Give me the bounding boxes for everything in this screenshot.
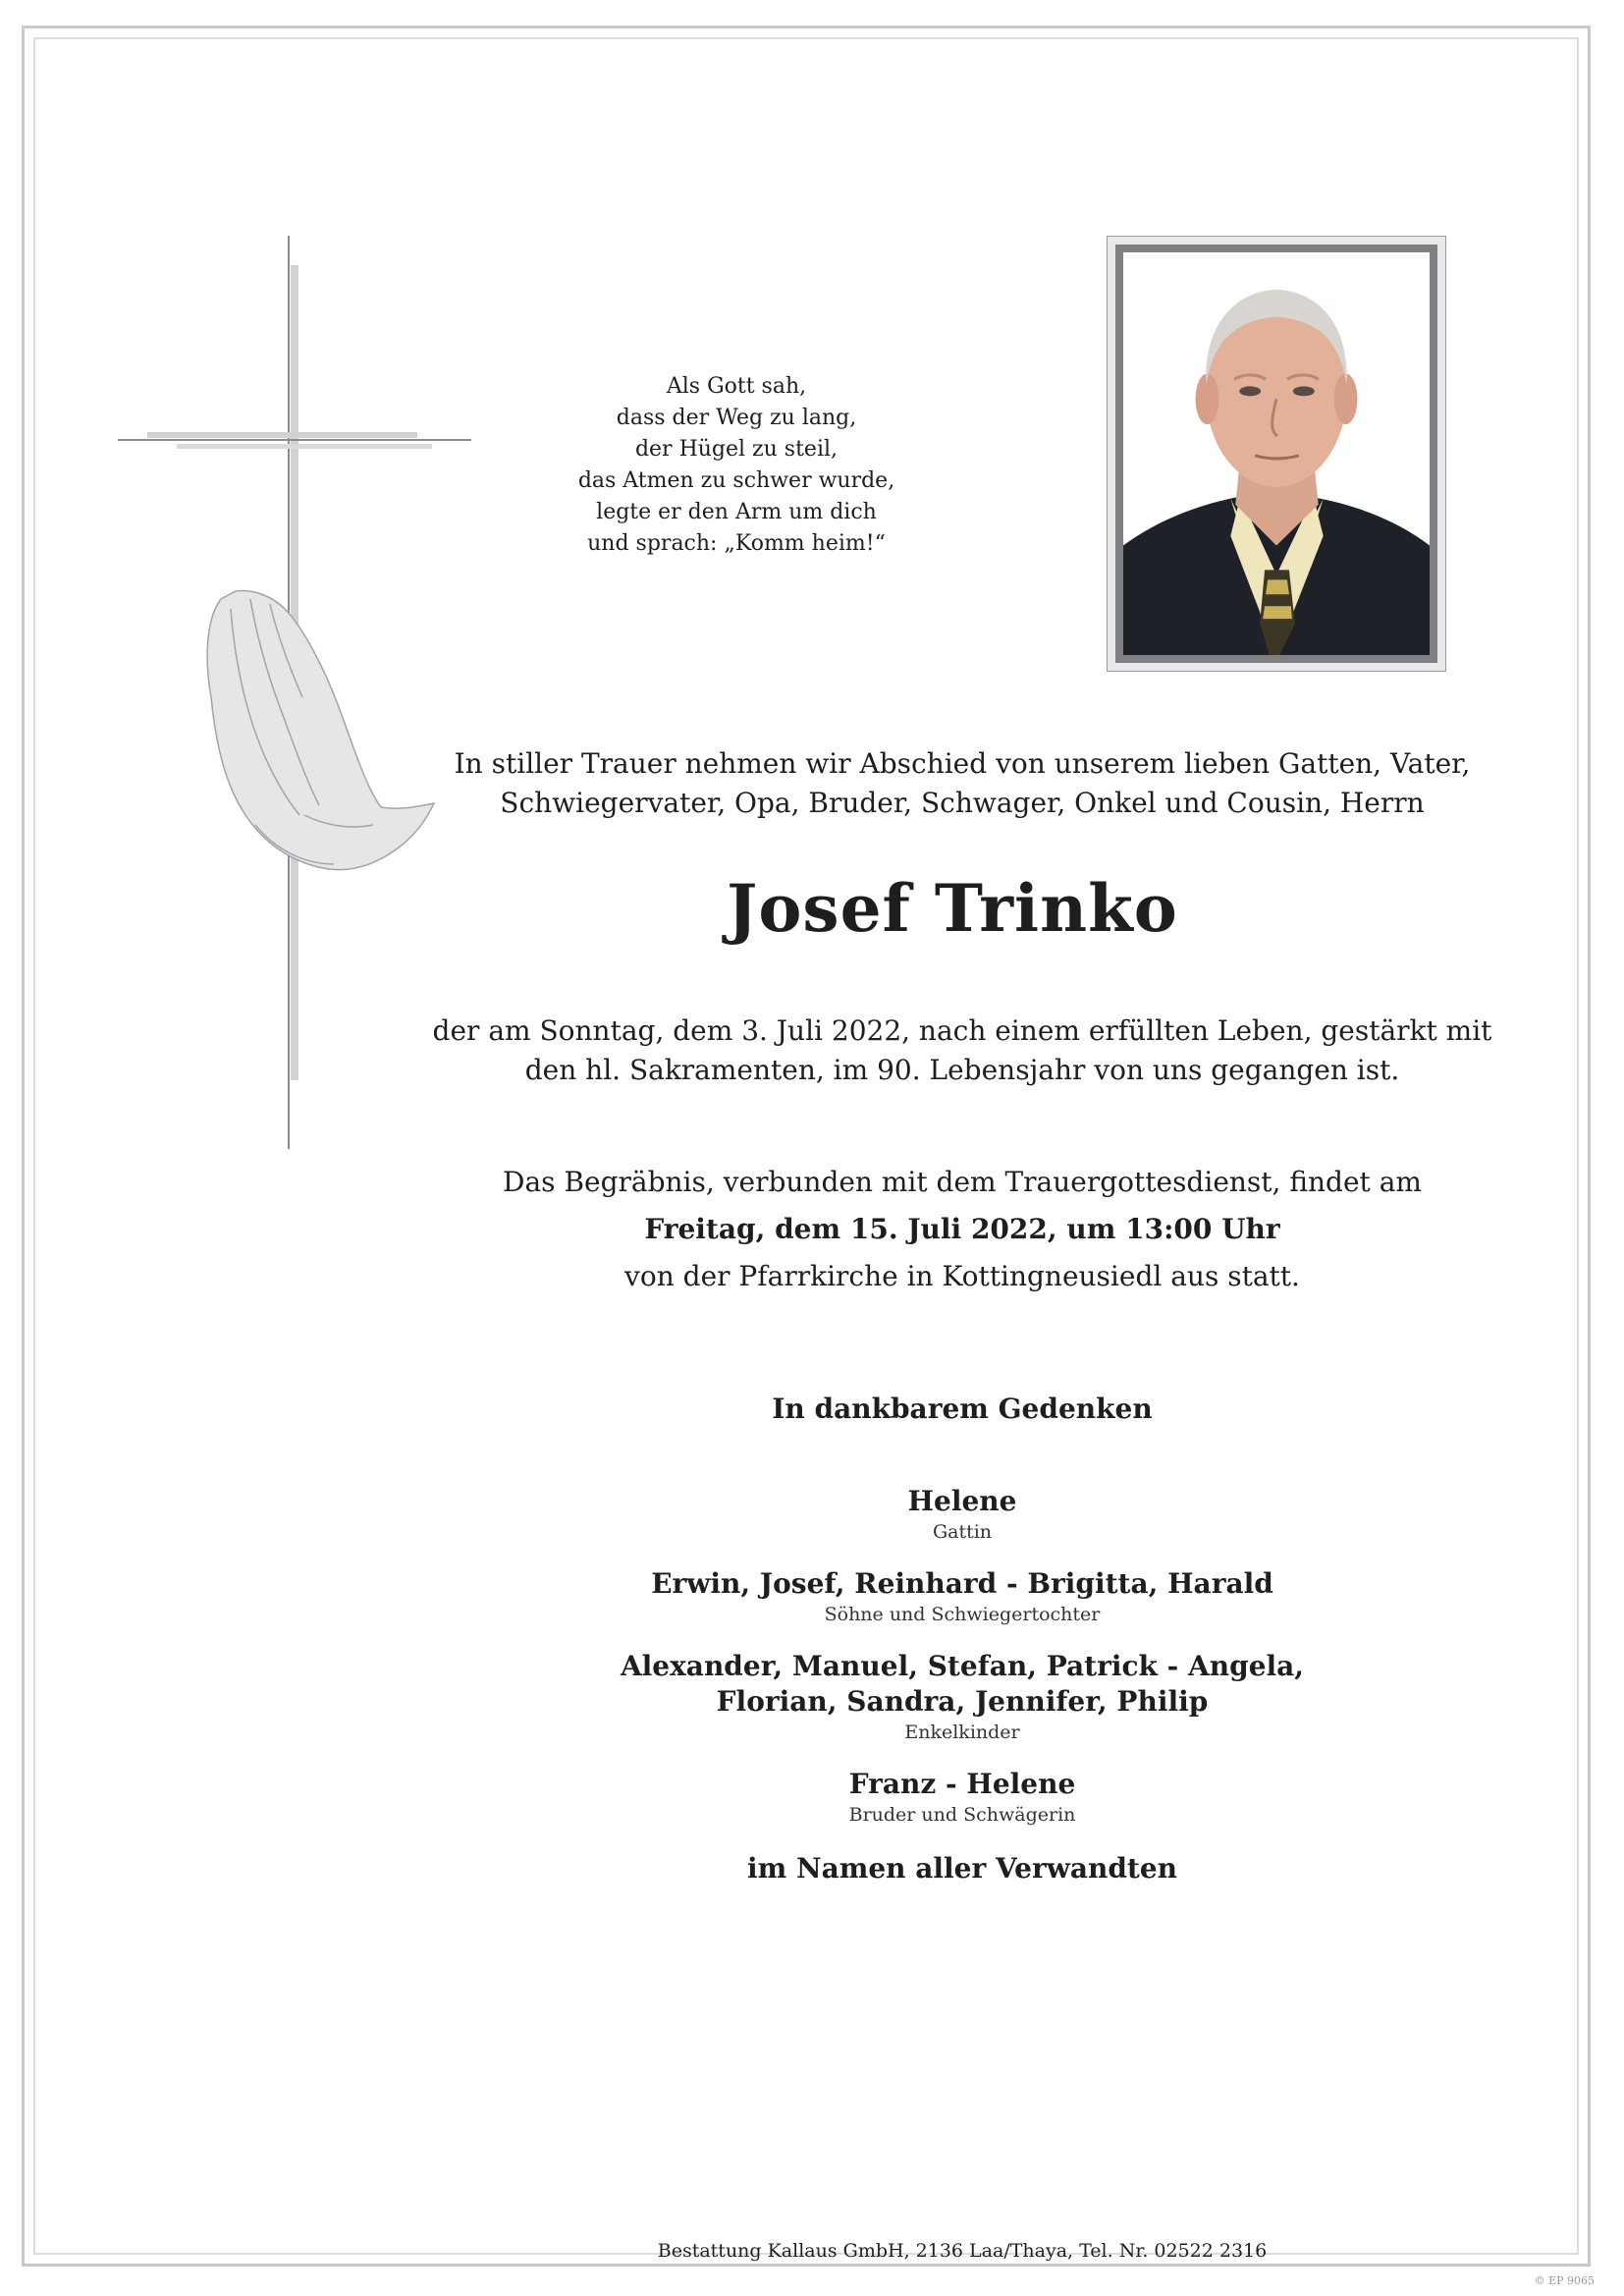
- funeral-info: [422, 1159, 1502, 1300]
- mourner-group: [520, 1649, 1404, 1745]
- funeral-home-footer: Bestattung Kallaus GmbH, 2136 Laa/Thaya, Tel. Nr. 02522 2316: [657, 2240, 1268, 2262]
- mourner-group: [520, 1767, 1404, 1828]
- mourner-names: Helene: [907, 1485, 1017, 1517]
- intro-line: In stiller Trauer nehmen wir Abschied von unserem lieben Gatten, Vater,: [454, 747, 1471, 780]
- poem-line: dass der Weg zu lang,: [616, 406, 857, 430]
- death-line: den hl. Sakramenten, im 90. Lebensjahr von uns gegangen ist.: [524, 1054, 1400, 1086]
- mourner-names: Alexander, Manuel, Stefan, Patrick - Angela,: [620, 1650, 1305, 1682]
- mourner-names: Erwin, Josef, Reinhard - Brigitta, Harald: [651, 1567, 1273, 1600]
- praying-hands-icon: [207, 591, 434, 870]
- poem-line: der Hügel zu steil,: [634, 437, 839, 462]
- portrait-frame: [1107, 236, 1446, 672]
- death-notice: [422, 1011, 1502, 1090]
- funeral-line: Das Begräbnis, verbunden mit dem Trauergottesdienst, findet am: [503, 1166, 1422, 1198]
- mourners-closing: im Namen aller Verwandten: [746, 1852, 1178, 1885]
- poem-line: und sprach: „Komm heim!“: [587, 531, 886, 556]
- death-line: der am Sonntag, dem 3. Juli 2022, nach einem erfüllten Leben, gestärkt mit: [432, 1014, 1492, 1047]
- intro-line: Schwiegervater, Opa, Bruder, Schwager, Onkel und Cousin, Herrn: [500, 787, 1425, 819]
- mourner-names: Florian, Sandra, Jennifer, Philip: [716, 1685, 1209, 1718]
- mourner-group: [520, 1566, 1404, 1627]
- mourner-role: Söhne und Schwiegertochter: [824, 1604, 1101, 1625]
- print-code: © EP 9065: [1534, 2274, 1595, 2287]
- funeral-date-time: Freitag, dem 15. Juli 2022, um 13:00 Uhr: [644, 1213, 1280, 1245]
- mourner-role: Gattin: [932, 1521, 993, 1543]
- portrait: [1115, 245, 1437, 663]
- deceased-name: Josef Trinko: [727, 870, 1178, 947]
- mourner-names: Franz - Helene: [848, 1768, 1076, 1800]
- poem-line: Als Gott sah,: [666, 374, 807, 399]
- mourner-role: Bruder und Schwägerin: [848, 1804, 1076, 1826]
- poem-line: legte er den Arm um dich: [596, 500, 877, 524]
- mourners-heading: In dankbarem Gedenken: [772, 1393, 1153, 1425]
- funeral-line: von der Pfarrkirche in Kottingneusiedl aus statt.: [624, 1260, 1300, 1292]
- poem: [530, 371, 943, 560]
- intro-text: [422, 744, 1502, 823]
- poem-line: das Atmen zu schwer wurde,: [577, 468, 895, 493]
- mourner-group: [520, 1484, 1404, 1545]
- mourner-role: Enkelkinder: [904, 1722, 1020, 1743]
- mourners: [520, 1390, 1404, 1888]
